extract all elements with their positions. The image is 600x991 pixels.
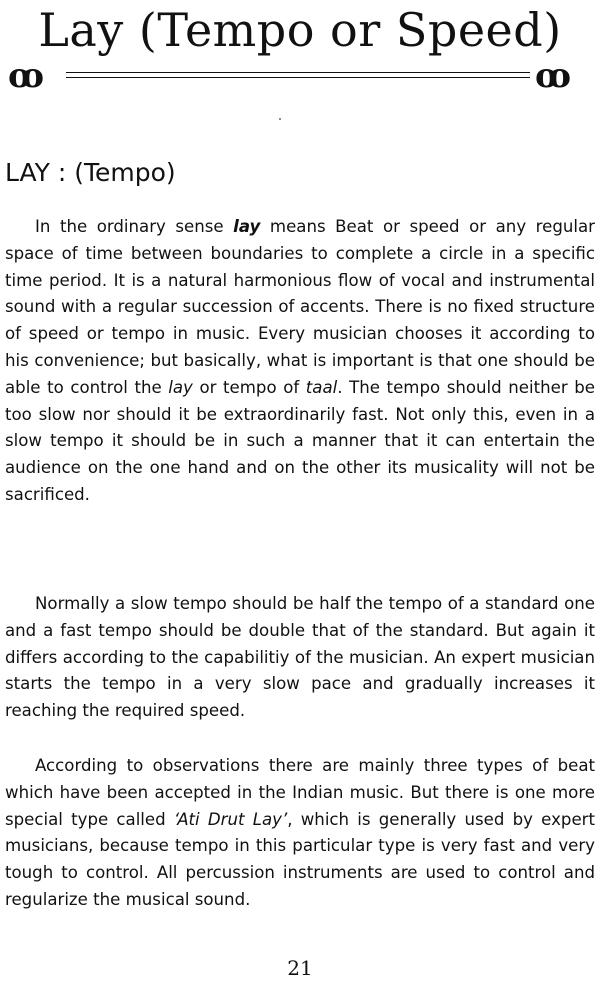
paragraph-1-emphasis-lay: lay (233, 217, 261, 236)
paragraph-1-italic-taal: taal (305, 377, 338, 397)
paragraph-2: Normally a slow tempo should be half the tempo of a standard one and a fast tempo should be double that of the standard. But again it differs according to the capabilitiy of the musician. An expert musician starts the tempo in a very slow pace and gradually increases it reaching the required speed. (5, 594, 595, 721)
double-rule-divider (66, 72, 530, 78)
page-number: 21 (287, 956, 313, 980)
stray-dot (279, 118, 281, 120)
paragraph-3-text-a: According to observations there are mainly three types of beat which have been accepted in the Indian music. But there is one more special type called (5, 756, 595, 829)
left-ornament-icon: ꝏ (8, 56, 45, 96)
paragraph-1-text-d: . The tempo should neither be too slow nor should it be extraordinarily fast. Not only this, even in a slow tempo it should be in such a manner that it can entertain the audience on the one hand and on the other its musicality will not be sacrificed. (5, 377, 595, 504)
paragraph-3 (5, 753, 595, 914)
paragraph-1-text-b: means Beat or speed or any regular space of time between boundaries to complete a circle in a specific time period. It is a natural harmonious flow of vocal and instrumental sound with a regular succession of accents. There is no fixed structure of speed or tempo in music. Every musician chooses it according to his convenience; but basically, what is important is that one should be able to control the (5, 217, 596, 397)
right-ornament-icon: ꝏ (535, 56, 572, 96)
title-ornament-rule (0, 56, 600, 96)
paragraph-1-italic-lay: lay (168, 377, 193, 397)
paragraph-1 (5, 214, 595, 509)
paragraph-3-text-b: , which is generally used by expert musicians, because tempo in this particular type is very fast and very tough to control. All percussion instruments are used to control and regularize the musical sound. (5, 809, 595, 909)
section-heading: LAY : (Tempo) (5, 158, 176, 187)
paragraph-3-italic-ati-drut-lay: ‘Ati Drut Lay’ (173, 809, 288, 829)
paragraph-1-text-a: In the ordinary sense (35, 217, 234, 236)
paragraph-1-text-c: or tempo of (192, 377, 306, 397)
chapter-title: Lay (Tempo or Speed) (38, 3, 562, 57)
